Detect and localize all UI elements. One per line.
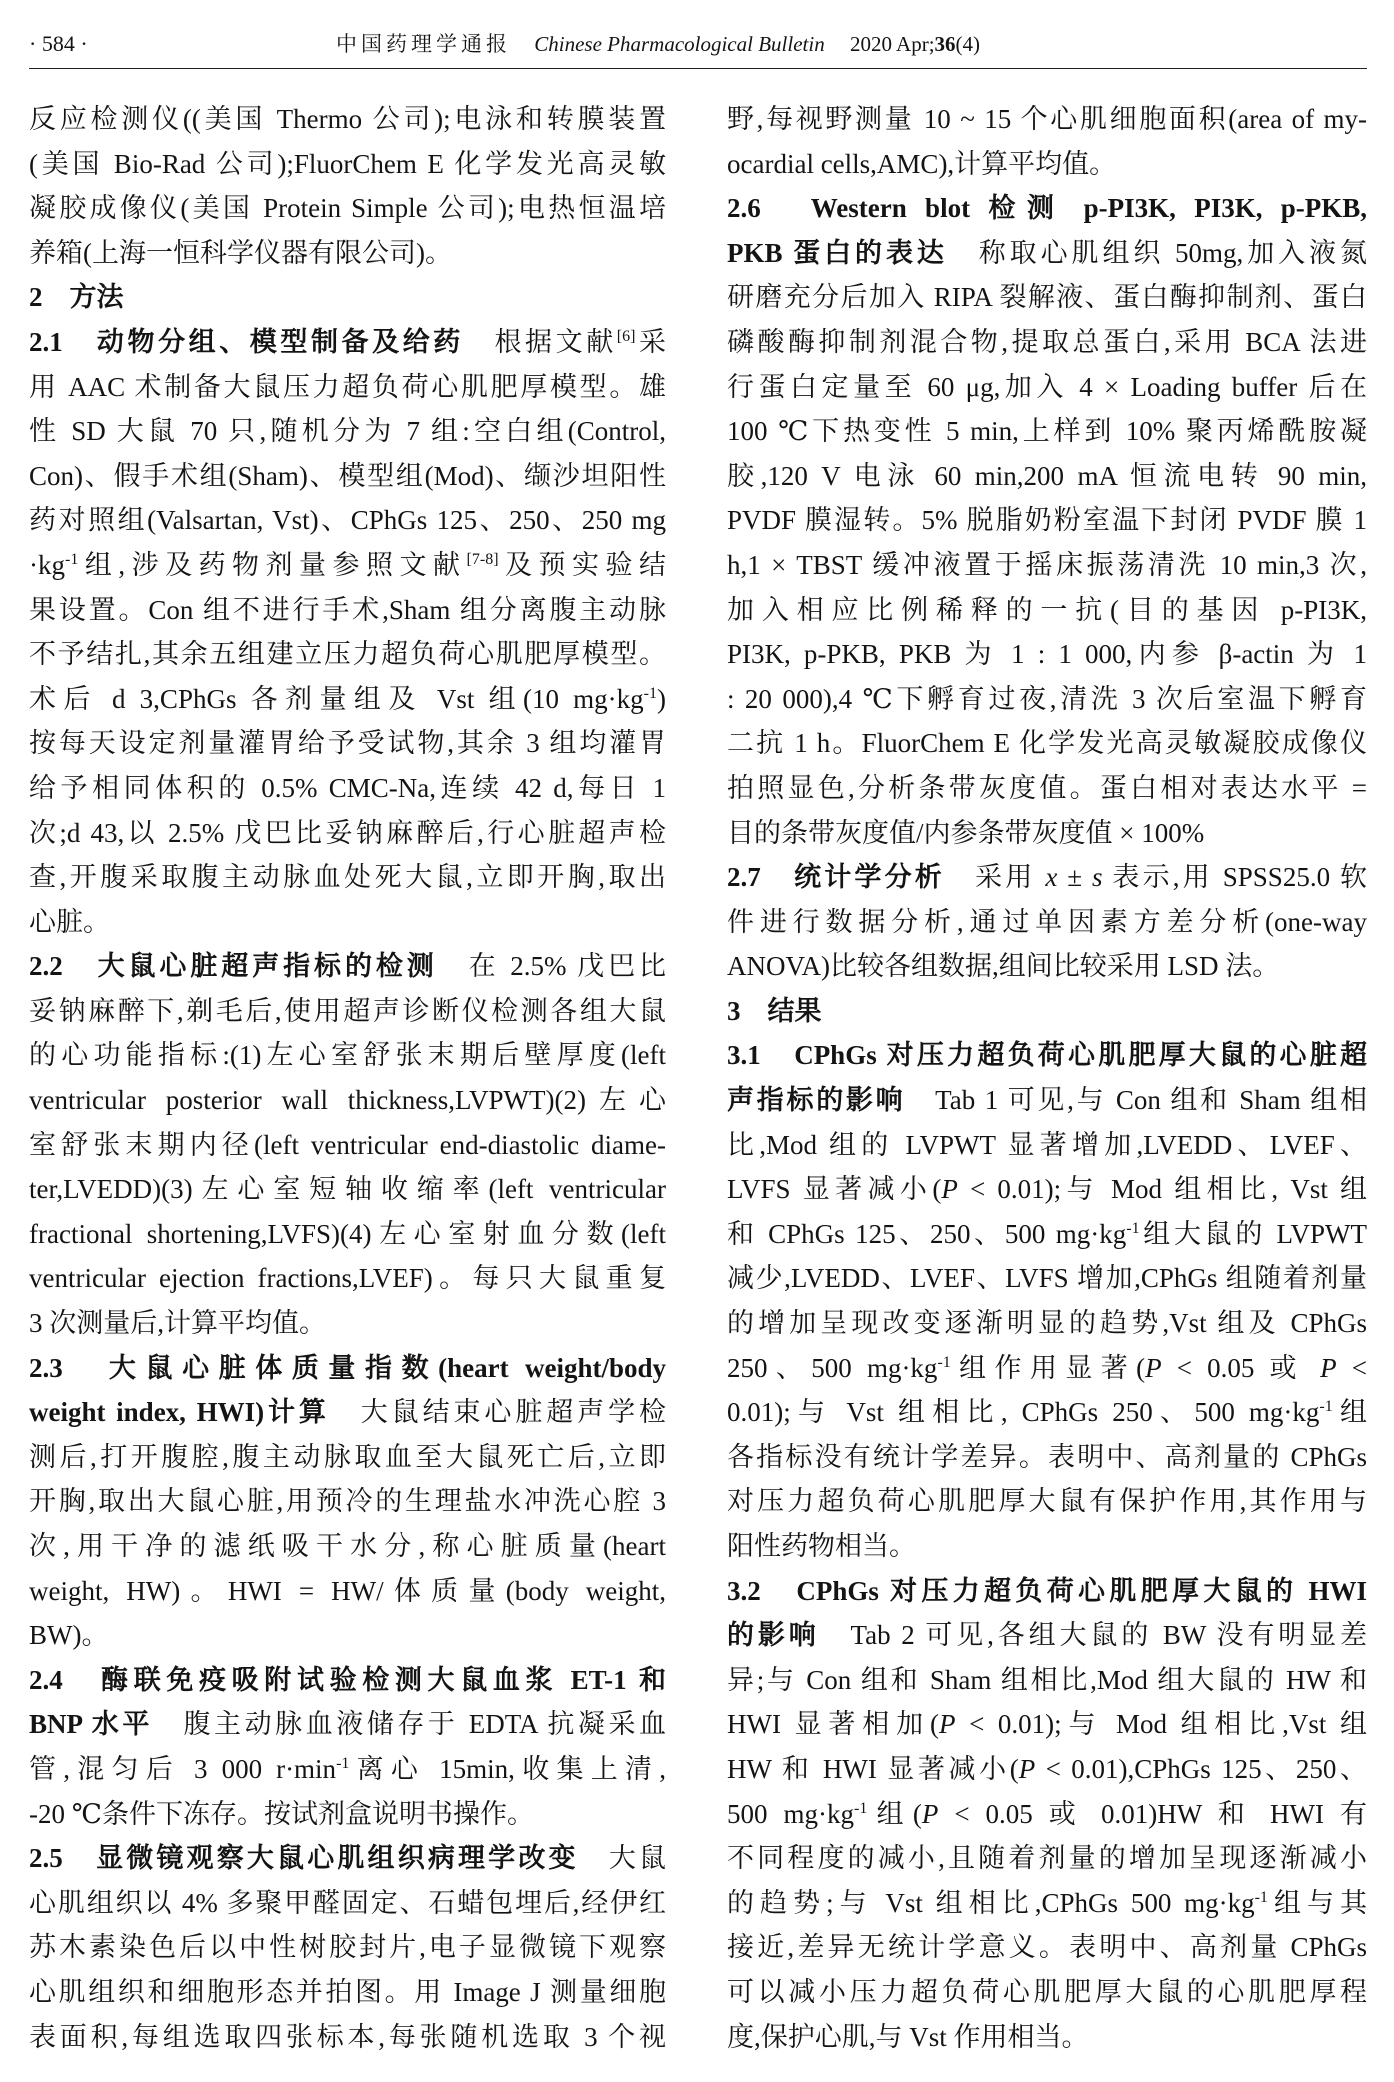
text-line: [727, 855, 1367, 900]
text-line: [29, 1167, 666, 1212]
text-line: [29, 1836, 666, 1881]
text-run: < 0.01);与 Mod 组相比,Vst 组: [955, 1709, 1367, 1740]
text-run: 磷酸酶抑制剂混合物,提取总蛋白,采用 BCA 法进: [727, 326, 1367, 357]
text-line: [727, 543, 1367, 588]
text-run: HW 和 HWI 显著减小(: [727, 1753, 1019, 1784]
text-run: 0.01);与 Vst 组相比, CPhGs 250、500 mg·kg: [727, 1397, 1320, 1428]
superscript: -1: [336, 1755, 350, 1773]
text-line: [29, 320, 666, 365]
text-line: [29, 1346, 666, 1391]
section-heading: 2.3 大鼠心脏体质量指数(heart weight/body: [29, 1352, 666, 1383]
section-heading: BNP 水平: [29, 1709, 153, 1740]
text-line: [727, 320, 1367, 365]
text-run: 组(: [867, 1798, 922, 1829]
text-line: [29, 811, 666, 856]
text-run: ter,LVEDD)(3)左心室短轴收缩率(left ventricular: [29, 1174, 666, 1205]
text-line: [29, 1925, 666, 1970]
superscript: -1: [1126, 1219, 1140, 1237]
italic-symbol: P: [921, 1798, 939, 1829]
italic-symbol: P: [1320, 1352, 1337, 1383]
text-run: ±: [1057, 862, 1092, 893]
text-line: [29, 1524, 666, 1569]
paragraph: [29, 275, 666, 320]
paragraph: [727, 855, 1367, 989]
text-line: [727, 1346, 1367, 1391]
text-run: 对压力超负荷心肌肥厚大鼠有保护作用,其作用与: [727, 1486, 1367, 1517]
text-run: HWI 显著相加(: [727, 1709, 939, 1740]
text-run: 和 CPhGs 125、250、500 mg·kg: [727, 1218, 1127, 1249]
text-line: [727, 142, 1367, 187]
volume-number: 36: [934, 32, 956, 56]
right-column: [727, 97, 1367, 2059]
text-run: ventricular posterior wall thickness,LVPWT)(2)左心: [29, 1085, 666, 1116]
text-run: 拍照显色,分析条带灰度值。蛋白相对表达水平 =: [727, 772, 1367, 803]
text-run: 室舒张末期内径(left ventricular end-diastolic diame-: [29, 1129, 666, 1160]
text-run: 妥钠麻醉下,剃毛后,使用超声诊断仪检测各组大鼠: [29, 995, 666, 1026]
text-run: 用 AAC 术制备大鼠压力超负荷心肌肥厚模型。雄: [29, 371, 666, 402]
text-run: 接近,差异无统计学意义。表明中、高剂量 CPhGs: [727, 1932, 1367, 1963]
text-run: 组作用显著(: [950, 1352, 1146, 1383]
text-run: 件进行数据分析,通过单因素方差分析(one-way: [727, 906, 1367, 937]
text-run: 给予相同体积的 0.5% CMC-Na,连续 42 d,每日 1: [29, 772, 666, 803]
superscript: -1: [643, 684, 657, 702]
superscript: [6]: [616, 328, 636, 346]
superscript: -1: [65, 551, 79, 569]
text-run: < 0.01),CPhGs 125、250、: [1035, 1753, 1367, 1784]
text-run: 测后,打开腹腔,腹主动脉取血至大鼠死亡后,立即: [29, 1441, 666, 1472]
text-line: [29, 1256, 666, 1301]
issue-number: (4): [955, 32, 981, 56]
text-line: [727, 1970, 1367, 2015]
text-run: <: [1336, 1352, 1367, 1383]
text-line: [727, 1792, 1367, 1837]
text-run: 管,混匀后 3 000 r·min: [29, 1753, 337, 1784]
text-line: [727, 588, 1367, 633]
paragraph: [29, 944, 666, 1345]
text-line: [727, 454, 1367, 499]
text-line: [29, 989, 666, 1034]
text-line: [727, 1167, 1367, 1212]
section-heading: 2.2 大鼠心脏超声指标的检测: [29, 951, 438, 982]
text-run: 查,开腹采取腹主动脉血处死大鼠,立即开胸,取出: [29, 862, 666, 893]
text-run: 研磨充分后加入 RIPA 裂解液、蛋白酶抑制剂、蛋白: [727, 282, 1367, 313]
text-line: [727, 1925, 1367, 1970]
text-line: [29, 1212, 666, 1257]
superscript: -1: [854, 1799, 868, 1817]
text-run: 心脏。: [29, 906, 110, 937]
text-run: 3 次测量后,计算平均值。: [29, 1308, 326, 1339]
text-run: 阳性药物相当。: [727, 1531, 916, 1561]
text-run: 度,保护心肌,与 Vst 作用相当。: [727, 2021, 1089, 2052]
text-run: 根据文献: [463, 326, 617, 357]
text-line: [29, 1390, 666, 1435]
text-run: 称取心肌组织 50mg,加入液氮: [947, 237, 1367, 268]
text-line: [727, 632, 1367, 677]
text-line: [29, 632, 666, 677]
text-line: [29, 409, 666, 454]
text-run: PVDF 膜湿转。5% 脱脂奶粉室温下封闭 PVDF 膜 1: [727, 505, 1367, 536]
text-line: [29, 454, 666, 499]
text-line: [727, 409, 1367, 454]
journal-title-en: Chinese Pharmacological Bulletin: [534, 32, 825, 56]
italic-symbol: s: [1091, 862, 1103, 893]
text-line: [29, 1078, 666, 1123]
text-line: [727, 1435, 1367, 1480]
text-run: 凝胶成像仪(美国 Protein Simple 公司);电热恒温培: [29, 193, 666, 224]
text-run: 开胸,取出大鼠心脏,用预冷的生理盐水冲洗心腔 3: [29, 1486, 666, 1517]
text-run: ANOVA)比较各组数据,组间比较采用 LSD 法。: [727, 951, 1280, 982]
text-run: fractional shortening,LVFS)(4)左心室射血分数(left: [29, 1218, 666, 1249]
text-line: [727, 989, 1367, 1034]
text-line: [29, 1658, 666, 1703]
text-line: [29, 1123, 666, 1168]
paragraph: [29, 320, 666, 944]
section-heading: PKB 蛋白的表达: [727, 237, 948, 268]
text-run: 加入相应比例稀释的一抗(目的基因 p-PI3K,: [727, 594, 1367, 625]
text-run: 组,涉及药物剂量参照文献: [78, 549, 467, 580]
text-line: [727, 365, 1367, 410]
text-line: [29, 498, 666, 543]
text-run: 异;与 Con 组和 Sham 组相比,Mod 组大鼠的 HW 和: [727, 1664, 1367, 1695]
text-run: 的趋势;与 Vst 组相比,CPhGs 500 mg·kg: [727, 1887, 1255, 1918]
section-heading: 2.7 统计学分析: [727, 862, 945, 893]
running-header: [0, 0, 1394, 70]
italic-symbol: P: [1018, 1753, 1036, 1784]
text-run: 的增加呈现改变逐渐明显的趋势,Vst 组及 CPhGs: [727, 1308, 1367, 1339]
header-rule: [29, 68, 1367, 69]
text-run: 表示,用 SPSS25.0 软: [1102, 862, 1367, 893]
text-line: [29, 1569, 666, 1614]
text-line: [29, 1702, 666, 1747]
text-line: [29, 97, 666, 142]
paragraph: [727, 1569, 1367, 2060]
text-run: 目的条带灰度值/内参条带灰度值 × 100%: [727, 817, 1205, 848]
section-heading: weight index, HWI)计算: [29, 1397, 330, 1428]
superscript: -1: [1254, 1888, 1268, 1906]
text-line: [29, 900, 666, 945]
text-run: 果设置。Con 组不进行手术,Sham 组分离腹主动脉: [29, 594, 666, 625]
text-run: 药对照组(Valsartan, Vst)、CPhGs 125、250、250 mg: [29, 505, 666, 536]
section-heading: 2.5 显微镜观察大鼠心肌组织病理学改变: [29, 1843, 579, 1874]
text-line: [29, 142, 666, 187]
paragraph: [727, 97, 1367, 186]
text-line: [29, 1613, 666, 1658]
paragraph: [727, 186, 1367, 855]
text-run: 组: [1332, 1397, 1367, 1428]
text-line: [727, 1390, 1367, 1435]
text-run: 胶,120 V 电泳 60 min,200 mA 恒流电转 90 min,: [727, 460, 1367, 491]
text-run: 的心功能指标:(1)左心室舒张末期后壁厚度(left: [29, 1040, 666, 1071]
text-line: [727, 1524, 1367, 1569]
text-run: 不同程度的减小,且随着剂量的增加呈现逐渐减小: [727, 1843, 1367, 1874]
italic-symbol: P: [938, 1709, 956, 1740]
text-run: Tab 1 可见,与 Con 组和 Sham 组相: [905, 1085, 1367, 1116]
text-run: 在 2.5% 戊巴比: [437, 951, 666, 982]
text-line: [727, 721, 1367, 766]
text-run: 次,用干净的滤纸吸干水分,称心脏质量(heart: [29, 1531, 666, 1561]
text-line: [29, 1970, 666, 2015]
text-run: 次;d 43,以 2.5% 戊巴比妥钠麻醉后,行心脏超声检: [29, 817, 666, 848]
text-line: [727, 1123, 1367, 1168]
text-run: 组大鼠的 LVPWT: [1139, 1218, 1367, 1249]
text-line: [727, 1212, 1367, 1257]
section-heading: 3.1 CPhGs 对压力超负荷心肌肥厚大鼠的心脏超: [727, 1040, 1367, 1071]
text-run: Con)、假手术组(Sham)、模型组(Mod)、缬沙坦阳性: [29, 460, 666, 491]
paragraph: [29, 1658, 666, 1836]
text-run: -20 ℃条件下冻存。按试剂盒说明书操作。: [29, 1798, 534, 1829]
text-line: [29, 588, 666, 633]
text-line: [727, 766, 1367, 811]
text-line: [727, 900, 1367, 945]
issue-date: 2020 Apr;: [849, 32, 935, 56]
text-line: [29, 186, 666, 231]
text-run: PI3K, p-PKB, PKB 为 1 : 1 000,内参 β-actin 为 1: [727, 639, 1367, 670]
text-run: BW)。: [29, 1620, 109, 1651]
text-run: : 20 000),4 ℃下孵育过夜,清洗 3 次后室温下孵育: [727, 683, 1367, 714]
journal-title-cn: 中国药理学通报: [336, 32, 511, 56]
text-line: [727, 1658, 1367, 1703]
paragraph: [727, 1033, 1367, 1568]
text-run: 比,Mod 组的 LVPWT 显著增加,LVEDD、LVEF、: [727, 1129, 1367, 1160]
text-line: [727, 944, 1367, 989]
italic-symbol: P: [941, 1174, 958, 1205]
section-heading: 声指标的影响: [727, 1085, 906, 1116]
text-line: [727, 1836, 1367, 1881]
section-heading: 3 结果: [727, 995, 822, 1026]
text-line: [727, 231, 1367, 276]
text-line: [727, 1747, 1367, 1792]
section-heading: 2.4 酶联免疫吸附试验检测大鼠血浆 ET-1 和: [29, 1664, 666, 1695]
text-line: [727, 1301, 1367, 1346]
text-line: [29, 1301, 666, 1346]
text-run: ocardial cells,AMC),计算平均值。: [727, 148, 1117, 179]
text-run: 心肌组织和细胞形态并拍图。用 Image J 测量细胞: [29, 1976, 666, 2007]
text-run: Tab 2 可见,各组大鼠的 BW 没有明显差: [819, 1620, 1367, 1651]
text-run: ): [657, 683, 666, 714]
text-run: 养箱(上海一恒科学仪器有限公司)。: [29, 237, 452, 268]
text-run: 腹主动脉血液储存于 EDTA 抗凝采血: [152, 1709, 666, 1740]
text-line: [727, 1881, 1367, 1926]
text-line: [727, 811, 1367, 856]
text-run: < 0.05 或 0.01)HW 和 HWI 有: [938, 1798, 1367, 1829]
text-run: 大鼠: [578, 1843, 666, 1874]
text-line: [29, 543, 666, 588]
text-line: [727, 1033, 1367, 1078]
section-heading: 2.1 动物分组、模型制备及给药: [29, 326, 464, 357]
text-run: 大鼠结束心脏超声学检: [329, 1397, 666, 1428]
text-run: 二抗 1 h。FluorChem E 化学发光高灵敏凝胶成像仪: [727, 728, 1367, 759]
text-line: [29, 1033, 666, 1078]
section-heading: 2 方法: [29, 282, 124, 313]
paragraph: [29, 97, 666, 275]
text-line: [29, 275, 666, 320]
text-run: weight, HW)。HWI = HW/体质量(body weight,: [29, 1575, 666, 1606]
text-run: 500 mg·kg: [727, 1798, 854, 1829]
italic-symbol: P: [1145, 1352, 1162, 1383]
text-line: [727, 1479, 1367, 1524]
text-run: 反应检测仪((美国 Thermo 公司);电泳和转膜装置: [29, 104, 666, 134]
text-line: [727, 1569, 1367, 1614]
text-line: [727, 275, 1367, 320]
text-run: 采: [635, 326, 666, 357]
text-line: [29, 766, 666, 811]
text-line: [29, 1747, 666, 1792]
italic-symbol: x: [1045, 862, 1058, 893]
text-run: 250、500 mg·kg: [727, 1352, 938, 1383]
paragraph: [29, 1836, 666, 2059]
text-line: [29, 1792, 666, 1837]
text-line: [727, 2015, 1367, 2060]
superscript: -1: [1319, 1398, 1333, 1416]
text-run: ventricular ejection fractions,LVEF)。每只大鼠重复: [29, 1263, 666, 1294]
text-run: 苏木素染色后以中性树胶封片,电子显微镜下观察: [29, 1932, 666, 1963]
text-run: 心肌组织以 4% 多聚甲醛固定、石蜡包埋后,经伊红: [29, 1887, 666, 1918]
text-line: [29, 677, 666, 722]
text-line: [29, 2015, 666, 2060]
text-run: 减少,LVEDD、LVEF、LVFS 增加,CPhGs 组随着剂量: [727, 1263, 1367, 1294]
text-line: [727, 186, 1367, 231]
text-run: 组与其: [1267, 1887, 1367, 1918]
paragraph: [29, 1346, 666, 1658]
text-run: 及预实验结: [498, 549, 666, 580]
text-run: 术后 d 3,CPhGs 各剂量组及 Vst 组(10 mg·kg: [29, 683, 644, 714]
text-run: 按每天设定剂量灌胃给予受试物,其余 3 组均灌胃: [29, 728, 666, 759]
text-run: 可以减小压力超负荷心肌肥厚大鼠的心肌肥厚程: [727, 1976, 1367, 2007]
text-line: [727, 1613, 1367, 1658]
text-run: 性 SD 大鼠 70 只,随机分为 7 组:空白组(Control,: [29, 416, 666, 447]
text-run: ·kg: [29, 549, 65, 580]
text-line: [29, 855, 666, 900]
text-line: [29, 365, 666, 410]
text-line: [29, 721, 666, 766]
text-line: [727, 1078, 1367, 1123]
text-run: (美国 Bio-Rad 公司);FluorChem E 化学发光高灵敏: [29, 148, 666, 179]
text-line: [727, 97, 1367, 142]
text-run: 离心 15min,收集上清,: [349, 1753, 666, 1784]
text-run: 采用: [944, 862, 1046, 893]
text-line: [727, 1702, 1367, 1747]
text-run: 各指标没有统计学差异。表明中、高剂量的 CPhGs: [727, 1441, 1367, 1472]
page-number: · 584 ·: [29, 31, 88, 56]
text-run: h,1 × TBST 缓冲液置于摇床振荡清洗 10 min,3 次,: [727, 549, 1367, 580]
superscript: [7-8]: [466, 551, 499, 569]
text-run: 行蛋白定量至 60 μg,加入 4 × Loading buffer 后在: [727, 371, 1367, 402]
text-run: LVFS 显著减小(: [727, 1174, 942, 1205]
text-run: < 0.05 或: [1161, 1352, 1321, 1383]
left-column: [29, 97, 666, 2059]
paragraph: [727, 989, 1367, 1034]
section-heading: 3.2 CPhGs 对压力超负荷心肌肥厚大鼠的 HWI: [727, 1575, 1367, 1606]
text-run: 表面积,每组选取四张标本,每张随机选取 3 个视: [29, 2021, 666, 2052]
text-line: [29, 1881, 666, 1926]
text-line: [29, 944, 666, 989]
section-heading: 的影响: [727, 1620, 820, 1651]
text-line: [29, 1435, 666, 1480]
text-line: [29, 231, 666, 276]
section-heading: 2.6 Western blot 检测 p-PI3K, PI3K, p-PKB,: [727, 193, 1367, 224]
text-line: [727, 498, 1367, 543]
text-run: 野,每视野测量 10 ~ 15 个心肌细胞面积(area of my-: [727, 104, 1367, 134]
text-run: 不予结扎,其余五组建立压力超负荷心肌肥厚模型。: [29, 639, 666, 670]
text-run: < 0.01);与 Mod 组相比, Vst 组: [957, 1174, 1367, 1205]
text-run: 100 ℃下热变性 5 min,上样到 10% 聚丙烯酰胺凝: [727, 416, 1367, 447]
superscript: -1: [937, 1353, 951, 1371]
journal-citation: [336, 29, 980, 59]
text-line: [29, 1479, 666, 1524]
text-line: [727, 677, 1367, 722]
text-line: [727, 1256, 1367, 1301]
